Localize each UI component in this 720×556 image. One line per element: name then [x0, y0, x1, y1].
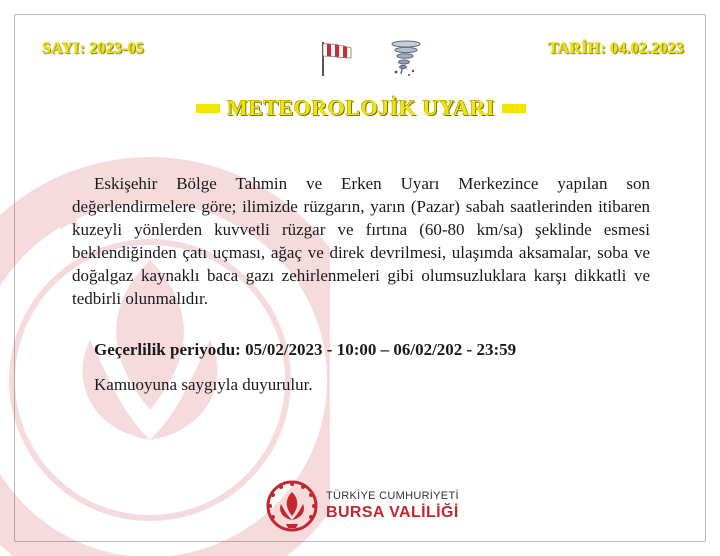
document-number: SAYI: 2023-05: [42, 40, 145, 57]
governorship-logo: [262, 478, 462, 534]
closing-line: Kamuoyuna saygıyla duyurulur.: [94, 375, 313, 394]
document-date: TARİH: 04.02.2023: [548, 40, 684, 57]
tornado-icon: [388, 38, 424, 78]
logo-country-name: TÜRKİYE CUMHURİYETİ: [326, 490, 459, 502]
governorship-emblem-icon: [266, 478, 318, 534]
warning-paragraph: Eskişehir Bölge Tahmin ve Erken Uyarı Merkezince yapılan son değerlendirmelere göre; ilimizde rüzgarın, yarın (Pazar) sabah saatlerinden itibaren kuzeyli yönlerden kuvvetli rüzgar ve fırtına (60-80 km/sa) şeklinde esmesi beklendiğinden çatı uçması, ağaç ve direk devrilmesi, ulaşımda aksamalar, soba ve doğalgaz kaynaklı baca gazı zehirlenmeleri gibi olumsuzluklara karşı dikkatli ve tedbirli olunmalıdır.: [72, 174, 650, 308]
title-banner: [196, 90, 526, 126]
logo-institution-name: BURSA VALİLİĞİ: [326, 504, 459, 521]
windsock-icon: [318, 38, 354, 78]
validity-period: Geçerlilik periyodu: 05/02/2023 - 10:00 – 06/02/202 - 23:59: [94, 340, 517, 359]
page-title: METEOROLOJİK UYARI: [220, 90, 502, 126]
